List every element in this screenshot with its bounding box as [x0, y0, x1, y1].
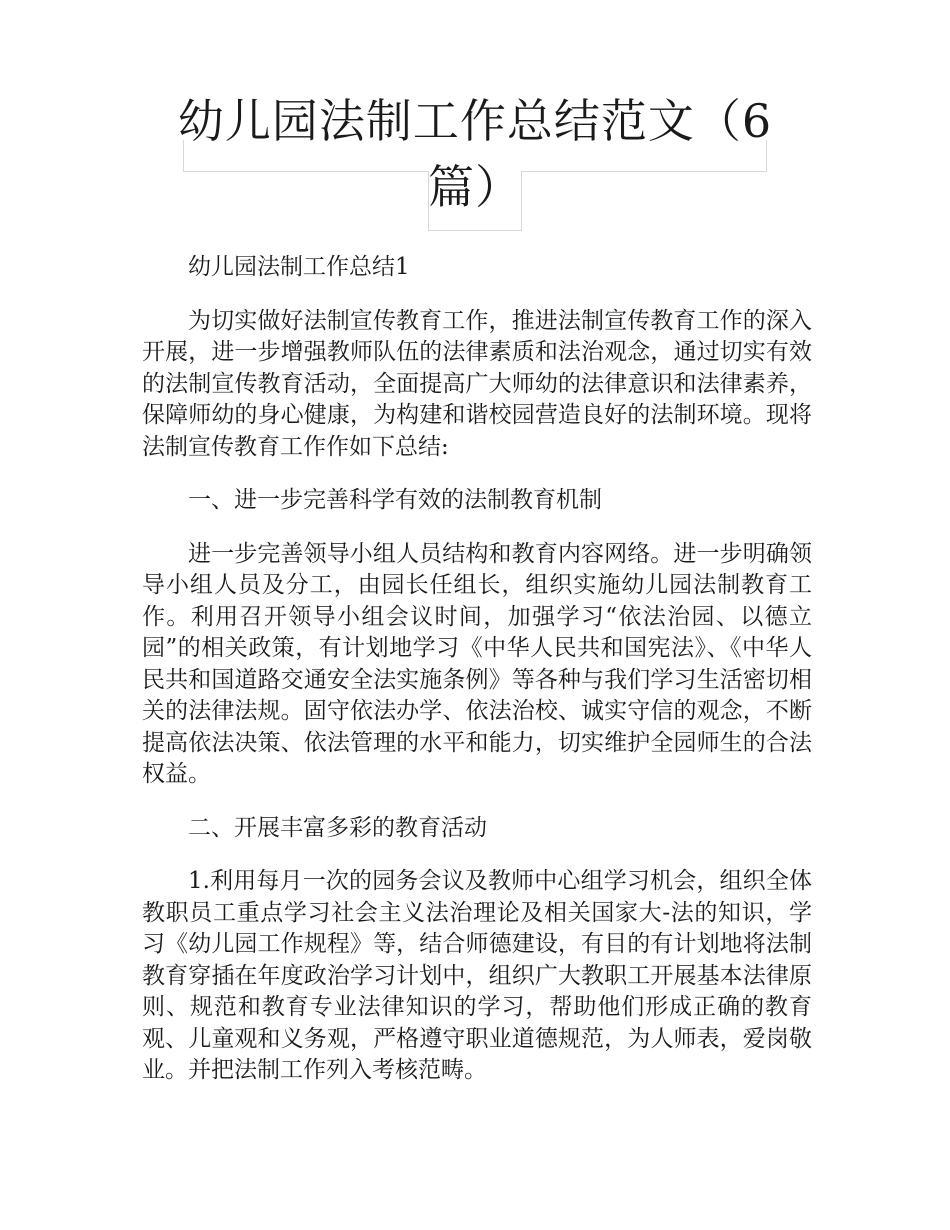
document-body — [142, 252, 812, 1109]
paragraph: 1.利用每月一次的园务会议及教师中心组学习机会，组织全体教职员工重点学习社会主义法治理论及相关国家大-法的知识，学习《幼儿园工作规程》等，结合师德建设，有目的有计划地将法制教育穿插在年度政治学习计划中，组织广大教职工开展基本法律原则、规范和教育专业法律知识的学习，帮助他们形成正确的教育观、儿童观和义务观，严格遵守职业道德规范，为人师表，爱岗敬业。并把法制工作列入考核范畴。 — [142, 868, 812, 1083]
document-title: 幼儿园法制工作总结范文（6篇） — [177, 94, 773, 214]
section-heading: 一、进一步完善科学有效的法制教育机制 — [188, 487, 602, 513]
paragraph: 进一步完善领导小组人员结构和教育内容网络。进一步明确领导小组人员及分工，由园长任组长，组织实施幼儿园法制教育工作。利用召开领导小组会议时间，加强学习“依法治园、以德立园”的相关政策，有计划地学习《中华人民共和国宪法》、《中华人民共和国道路交通安全法实施条例》等各种与我们学习生活密切相关的法律法规。固守依法办学、依法治校、诚实守信的观念，不断提高依法决策、依法管理的水平和能力，切实维护全园师生的合法权益。 — [142, 540, 812, 787]
title-frame-bottom-center — [428, 230, 522, 231]
paragraph: 为切实做好法制宣传教育工作，推进法制宣传教育工作的深入开展，进一步增强教师队伍的法律素质和法治观念，通过切实有效的法制宣传教育活动，全面提高广大师幼的法律意识和法律素养，保障师幼的身心健康，为构建和谐校园营造良好的法制环境。现将法制宣传教育工作作如下总结: — [142, 307, 812, 460]
section-heading: 幼儿园法制工作总结1 — [188, 254, 410, 280]
section-heading: 二、开展丰富多彩的教育活动 — [188, 814, 487, 841]
